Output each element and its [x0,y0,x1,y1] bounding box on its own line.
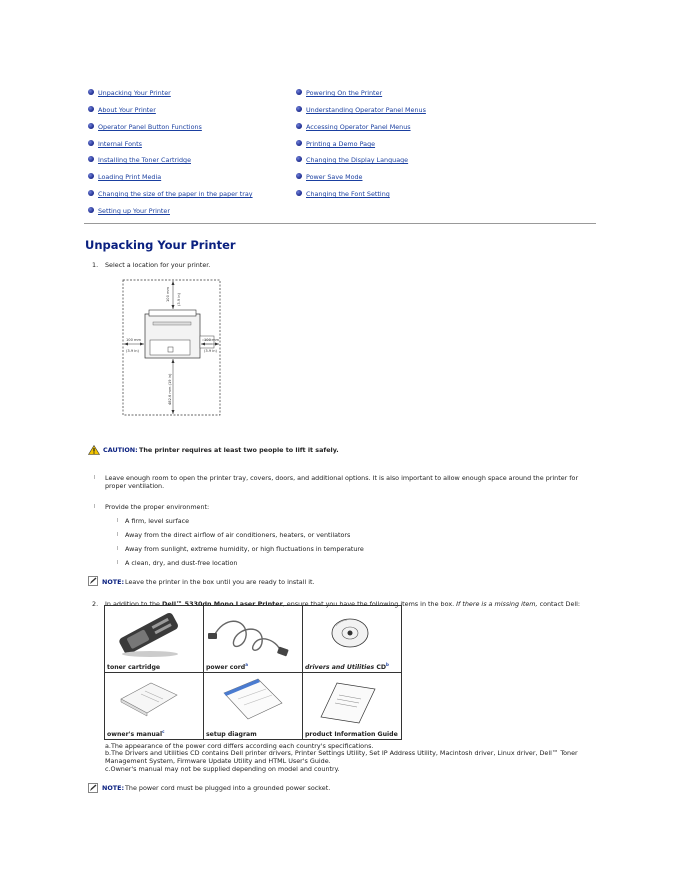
toc-item[interactable] [296,172,362,182]
toc-link[interactable]: Changing the Font Setting [306,190,390,198]
footnote-b: b.The Drivers and Utilities CD contains Dell printer drivers, Printer Settings Utility, Set IP Address Utility, Macintosh driver, Linux driver, Dell™ Toner [105,749,578,757]
caution-text: The printer requires at least two people to lift it safely. [139,446,339,454]
bullet-icon [88,106,94,112]
item-cell [105,606,204,673]
item-cell [303,673,402,740]
bullet-icon [296,89,302,95]
toc-item[interactable] [88,139,142,149]
bullet-icon [296,140,302,146]
printer-clearance-diagram [118,278,224,418]
list-bullet: l [94,475,96,481]
box-contents-table [104,605,402,740]
sub-bullet-text: A clean, dry, and dust-free location [125,559,238,567]
bullet-text-cont: proper ventilation. [105,482,165,490]
item-label-text: owner's manual [107,731,163,738]
step-text-italic: If there is a missing item, [456,600,538,608]
footnote-ref[interactable]: a [245,661,248,667]
toc-link[interactable]: Loading Print Media [98,173,162,181]
warning-icon [88,445,100,455]
item-cell [204,606,303,673]
item-label: toner cartridge [107,664,161,671]
toc-item[interactable] [296,155,408,165]
toc-link[interactable]: Power Save Mode [306,173,363,181]
toc-link[interactable]: Accessing Operator Panel Menus [306,123,411,131]
toc-item[interactable] [88,206,170,216]
owners-manual-image [105,673,199,733]
list-bullet: l [117,546,119,552]
list-bullet: l [117,560,119,566]
caution-label: CAUTION: [103,446,138,454]
item-label-text: power cord [206,664,246,671]
toner-cartridge-image [105,606,199,666]
bullet-icon [296,106,302,112]
item-label-text: drivers and Utilities [305,664,375,671]
footnote-ref[interactable]: b [386,661,389,667]
item-cell [105,673,204,740]
product-information-guide-image [303,673,397,733]
toc-item[interactable] [88,122,202,132]
toc-item[interactable] [296,105,426,115]
bullet-icon [296,190,302,196]
power-cord-image [204,606,298,666]
toc-link[interactable]: Powering On the Printer [306,89,383,97]
toc-link[interactable]: About Your Printer [98,106,156,114]
top-clearance-in: (3.9 in) [177,293,181,306]
toc-link[interactable]: Printing a Demo Page [306,140,376,148]
note-pencil-icon [88,576,98,586]
item-label-text: CD [374,664,387,671]
bullet-icon [88,173,94,179]
left-clearance-in: (3.9 in) [126,349,139,353]
note-label: NOTE: [102,578,125,586]
right-clearance-in: (3.9 in) [204,349,217,353]
note-pencil-icon [88,783,98,793]
bullet-text: Leave enough room to open the printer tray, covers, doors, and additional options. It is also important to allow enough space around the printer for [105,474,579,482]
toc-link[interactable]: Unpacking Your Printer [98,89,171,97]
toc-item[interactable] [88,88,171,98]
toc-link[interactable]: Changing the Display Language [306,156,409,164]
section-title: Unpacking Your Printer [85,238,236,252]
note-label: NOTE: [102,784,125,792]
step-text-pre: In addition to the [105,600,163,608]
toc-link[interactable]: Understanding Operator Panel Menus [306,106,426,114]
bullet-icon [88,140,94,146]
right-clearance-mm: 100 mm [204,338,220,342]
footnote-b-cont: Management System, Firmware Update Utility and HTML User's Guide. [105,757,331,765]
item-label: product Information Guide [305,731,398,738]
step-text: Select a location for your printer. [105,261,211,269]
bullet-icon [296,173,302,179]
list-bullet: l [117,532,119,538]
left-clearance-mm: 100 mm [126,338,142,342]
bullet-icon [88,190,94,196]
note-text: The power cord must be plugged into a grounded power socket. [125,784,331,792]
toc-item[interactable] [296,189,390,199]
toc-item[interactable] [88,155,191,165]
bullet-icon [88,89,94,95]
toc-item[interactable] [296,139,375,149]
list-bullet: l [117,518,119,524]
sub-bullet-text: A firm, level surface [125,517,190,525]
toc-item[interactable] [88,105,156,115]
sub-bullet-text: Away from the direct airflow of air conditioners, heaters, or ventilators [125,531,351,539]
cd-image [303,606,397,666]
product-name: Dell™ 5330dn Mono Laser Printer [162,600,283,608]
toc-link[interactable]: Installing the Toner Cartridge [98,156,191,164]
footnote-c: c.Owner's manual may not be supplied depending on model and country. [105,765,340,773]
bullet-icon [296,156,302,162]
toc-link[interactable]: Operator Panel Button Functions [98,123,202,131]
item-label: setup diagram [206,731,257,738]
footnote-a: a.The appearance of the power cord differs according each country's specifications. [105,742,374,750]
item-cell [303,606,402,673]
toc-item[interactable] [88,172,161,182]
bullet-icon [88,207,94,213]
toc-item[interactable] [296,88,382,98]
bullet-icon [88,156,94,162]
step-text-mid: , ensure that you have the following items in the box. [282,600,457,608]
toc-item[interactable] [88,189,253,199]
note-text: Leave the printer in the box until you are ready to install it. [125,578,315,586]
footnote-ref[interactable]: c [162,728,165,734]
bullet-icon [296,123,302,129]
bullet-text: Provide the proper environment: [105,503,210,511]
list-bullet: l [94,504,96,510]
toc-item[interactable] [296,122,411,132]
toc-link[interactable]: Internal Fonts [98,140,142,148]
divider [84,223,596,224]
bottom-clearance: 482.6 mm (19 in) [168,373,172,405]
item-cell [204,673,303,740]
step-text-post: contact Dell: [537,600,581,608]
bullet-icon [88,123,94,129]
toc-link[interactable]: Setting up Your Printer [98,207,170,215]
toc-link[interactable]: Changing the size of the paper in the paper tray [98,190,253,198]
sub-bullet-text: Away from sunlight, extreme humidity, or high fluctuations in temperature [125,545,364,553]
top-clearance-mm: 100 mm [166,286,170,302]
step-number: 2. [92,600,99,608]
setup-diagram-image [204,673,298,733]
step-number: 1. [92,261,99,269]
